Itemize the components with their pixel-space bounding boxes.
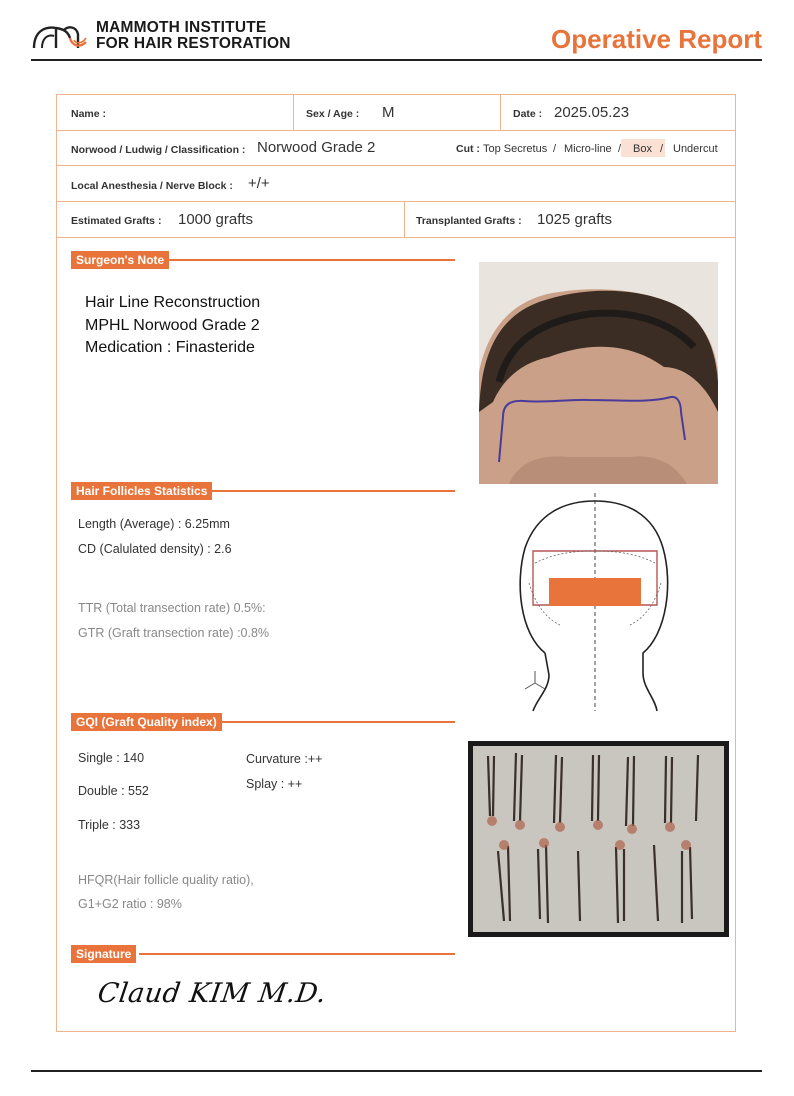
row-divider: [57, 237, 735, 238]
splay: Splay : ++: [246, 777, 303, 791]
org-name-line1: MAMMOTH INSTITUTE: [96, 19, 267, 36]
cut-option-box: Box: [633, 143, 652, 155]
surgeons-note-title: Surgeon's Note: [71, 251, 169, 269]
donor-box-marker: [549, 578, 641, 606]
cut-option-micro-line: Micro-line: [564, 143, 612, 155]
surgeons-note-text: [85, 292, 260, 360]
total-transection-rate: TTR (Total transection rate) 0.5%:: [78, 601, 266, 615]
calculated-density: CD (Calulated density) : 2.6: [78, 542, 232, 556]
classification-value: Norwood Grade 2: [257, 139, 376, 156]
sex-age-value: M: [382, 104, 395, 121]
follicle-stats-header: [71, 482, 212, 500]
length-average: Length (Average) : 6.25mm: [78, 517, 230, 531]
report-title: Operative Report: [551, 24, 762, 54]
double-grafts: Double : 552: [78, 784, 149, 798]
row-divider: [57, 201, 735, 202]
cut-label: Cut :: [456, 143, 480, 155]
transplanted-grafts-label: Transplanted Grafts :: [416, 215, 522, 227]
column-divider: [404, 201, 405, 237]
signature-title: Signature: [71, 945, 136, 963]
mammoth-logo-icon: [30, 20, 92, 52]
row-divider: [57, 165, 735, 166]
note-line: Hair Line Reconstruction: [85, 294, 261, 311]
signature-header: [71, 945, 136, 963]
graft-transection-rate: GTR (Graft transection rate) :0.8%: [78, 626, 270, 640]
cut-separator: /: [618, 143, 622, 155]
note-line: Medication : Finasteride: [85, 339, 255, 356]
note-line: MPHL Norwood Grade 2: [85, 316, 260, 334]
follicle-stats-title: Hair Follicles Statistics: [71, 482, 212, 500]
date-label: Date :: [513, 108, 543, 120]
cut-separator: /: [553, 143, 557, 155]
anesthesia-label: Local Anesthesia / Nerve Block :: [71, 180, 233, 192]
anesthesia-value: +/+: [248, 175, 270, 192]
cut-option-top-secretus: Top Secretus: [483, 143, 548, 155]
footer-divider: [31, 1070, 762, 1072]
column-divider: [293, 95, 294, 130]
row-divider: [57, 130, 735, 131]
single-grafts: Single : 140: [78, 751, 145, 765]
name-label: Name :: [71, 108, 107, 120]
estimated-grafts-value: 1000 grafts: [178, 211, 254, 228]
hairline-photo: [479, 262, 718, 484]
surgeon-signature: Claud KIM M.D.: [95, 978, 329, 1009]
surgeons-note-header: [71, 251, 169, 269]
hfqr-line1: HFQR(Hair follicle quality ratio),: [78, 873, 254, 887]
curvature: Curvature :++: [246, 752, 323, 766]
triple-grafts: Triple : 333: [78, 818, 141, 832]
gqi-header: [71, 713, 222, 731]
cut-separator: /: [660, 143, 664, 155]
transplanted-grafts-value: 1025 grafts: [537, 211, 613, 228]
date-value: 2025.05.23: [554, 104, 630, 121]
cut-option-undercut: Undercut: [673, 143, 718, 155]
org-name-line2: FOR HAIR RESTORATION: [96, 35, 291, 52]
sex-age-label: Sex / Age :: [306, 108, 360, 120]
column-divider: [500, 95, 501, 130]
gqi-title: GQI (Graft Quality index): [71, 713, 222, 731]
header-divider: [31, 59, 762, 61]
hfqr-line2: G1+G2 ratio : 98%: [78, 897, 182, 911]
grafts-photo: [468, 741, 729, 937]
classification-label: Norwood / Ludwig / Classification :: [71, 144, 246, 156]
estimated-grafts-label: Estimated Grafts :: [71, 215, 162, 227]
donor-area-diagram: [515, 493, 675, 713]
